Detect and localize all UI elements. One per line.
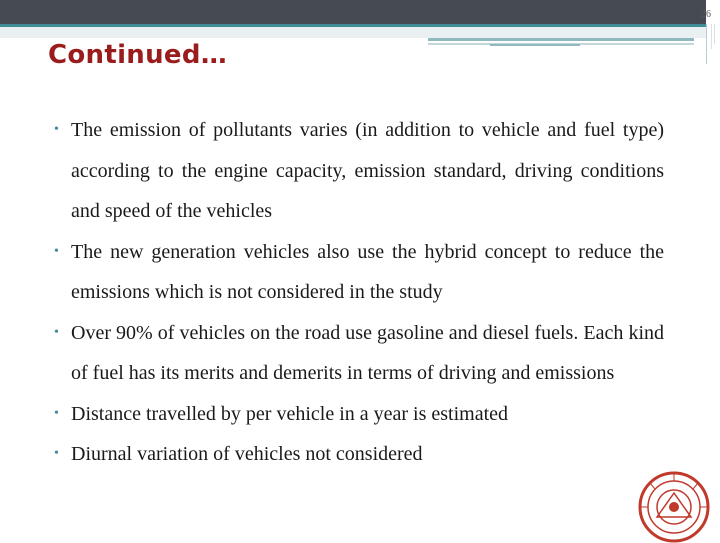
bullet-text: Distance travelled by per vehicle in a year is estimated (71, 402, 509, 425)
bullet-text: Diurnal variation of vehicles not considered (71, 443, 423, 465)
bullet-item (52, 434, 664, 475)
bullet-icon: • (54, 405, 59, 421)
bullet-text: Over 90% of vehicles on the road use gasoline and diesel fuels. Each kind of fuel has its merits and demerits in terms of driving and emissions (71, 321, 664, 384)
bullet-text: The new generation vehicles also use the hybrid concept to reduce the emissions which is not considered in the study (71, 240, 664, 303)
bullet-icon: • (54, 446, 59, 461)
bullet-item (52, 394, 664, 435)
slide-title: Continued… (48, 40, 228, 70)
header-vertical-line (711, 24, 712, 49)
bullet-icon: • (54, 243, 59, 259)
bullet-item (52, 110, 664, 232)
header-vertical-line (706, 24, 707, 64)
bullet-text: The emission of pollutants varies (in addition to vehicle and fuel type) according to the engine capacity, emission standard, driving conditions and speed of the vehicles (71, 119, 664, 222)
institute-seal-logo-icon (630, 465, 712, 543)
header-mid-bar (490, 44, 580, 46)
bullet-item (52, 313, 664, 394)
header-right-bar (428, 38, 694, 41)
header-vertical-line (714, 24, 715, 44)
header-accent-line (0, 24, 706, 27)
bullet-icon: • (54, 324, 59, 340)
slide-top-bar (0, 0, 706, 24)
slide-number: 26 (701, 9, 711, 20)
bullet-icon: • (54, 122, 59, 137)
bullet-list (52, 110, 664, 475)
bullet-item (52, 232, 664, 313)
